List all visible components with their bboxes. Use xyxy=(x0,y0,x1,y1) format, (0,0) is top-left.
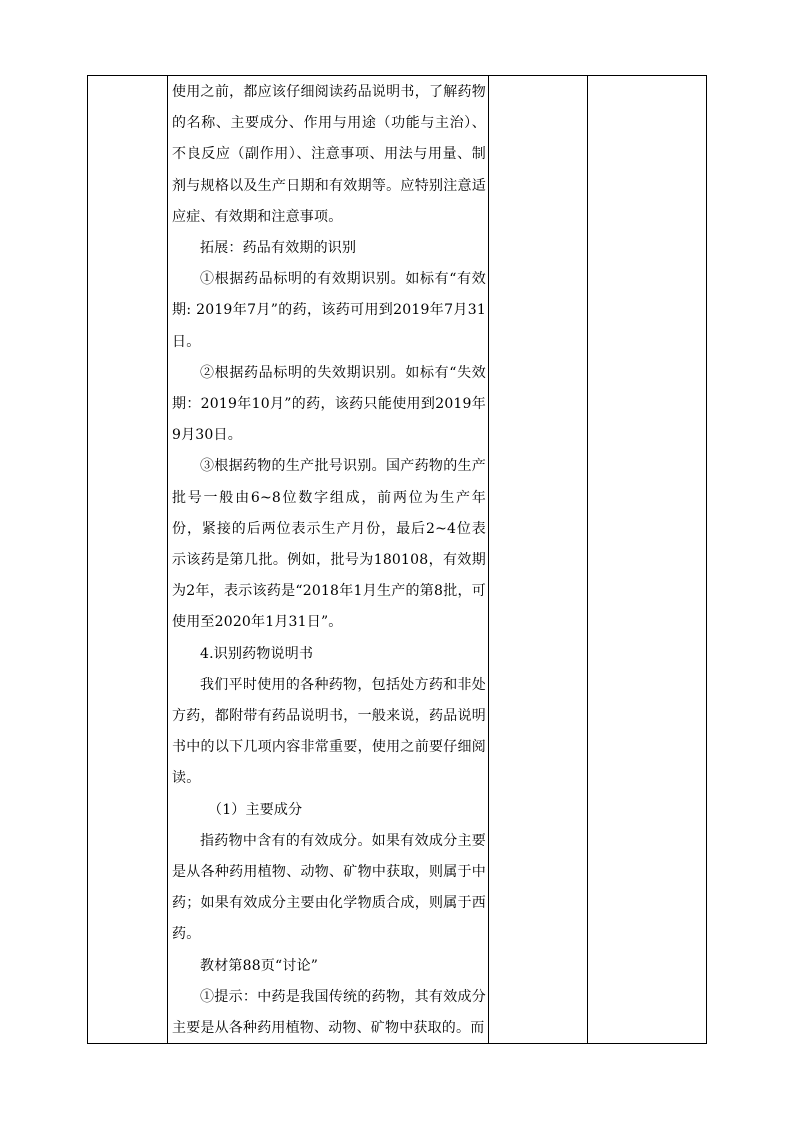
paragraph-hint: ①提示：中药是我国传统的药物，其有效成分主要是从各种药用植物、动物、矿物中获取的。而 xyxy=(172,988,486,1037)
paragraph-instructions: 我们平时使用的各种药物，包括处方药和非处方药，都附带有药品说明书，一般来说，药品说明书中的以下几项内容非常重要，使用之前要仔细阅读。 xyxy=(172,676,486,787)
paragraph-extension-heading: 拓展：药品有效期的识别 xyxy=(200,240,357,257)
content-cell xyxy=(172,77,486,1044)
paragraph-intro: 使用之前，都应该仔细阅读药品说明书，了解药物的名称、主要成分、作用与用途（功能与主治）、不良反应（副作用）、注意事项、用法与用量、制剂与规格以及生产日期和有效期等。应特别注意适应症、有效期和注意事项。 xyxy=(172,84,486,225)
paragraph-invalid-date: ②根据药品标明的失效期识别。如标有“失效期：2019年10月”的药，该药只能使用到2019年9月30日。 xyxy=(172,364,486,444)
column-divider-2 xyxy=(488,75,489,1044)
paragraph-batch-number: ③根据药物的生产批号识别。国产药物的生产批号一般由6~8位数字组成，前两位为生产年份，紧接的后两位表示生产月份，最后2~4位表示该药是第几批。例如，批号为180108，有效期为2年，表示该药是“2018年1月生产的第8批，可使用至2020年1月31日”。 xyxy=(172,458,486,631)
column-divider-1 xyxy=(167,75,168,1044)
section-heading: 4.识别药物说明书 xyxy=(200,645,314,662)
paragraph-expiry-date: ①根据药品标明的有效期识别。如标有“有效期: 2019年7月”的药，该药可用到2019年7月31日。 xyxy=(172,271,486,350)
paragraph-textbook-ref: 教材第88页“讨论” xyxy=(200,957,319,974)
table-right-border xyxy=(706,75,707,1044)
table-left-border xyxy=(87,75,88,1044)
subsection-heading: （1）主要成分 xyxy=(208,801,303,818)
paragraph-ingredients: 指药物中含有的有效成分。如果有效成分主要是从各种药用植物、动物、矿物中获取，则属于中药；如果有效成分主要由化学物质合成，则属于西药。 xyxy=(172,832,486,943)
table-top-border xyxy=(87,75,707,76)
column-divider-3 xyxy=(587,75,588,1044)
